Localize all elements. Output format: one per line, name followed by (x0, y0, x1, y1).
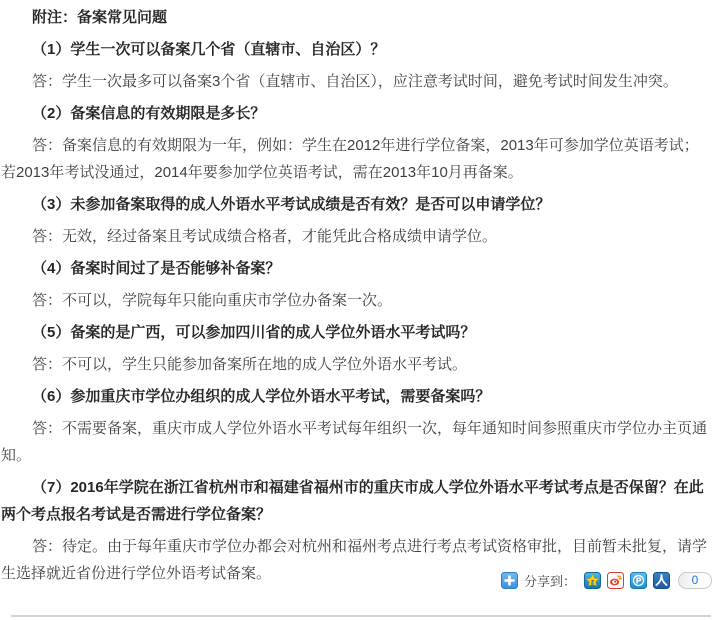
tencent-weibo-icon[interactable] (630, 572, 647, 589)
share-bar (501, 571, 712, 589)
faq-answer-3: 答：无效，经过备案且考试成绩合格者，才能凭此合格成绩申请学位。 (32, 228, 498, 245)
faq-answer-6: 答：不需要备案，重庆市成人学位外语水平考试每年组织一次，每年通知时间参照重庆市学位办主页通知。 (1, 420, 708, 464)
faq-question-5: （5）备案的是广西，可以参加四川省的成人学位外语水平考试吗？ (32, 324, 476, 341)
faq-answer-5: 答：不可以，学生只能参加备案所在地的成人学位外语水平考试。 (32, 356, 468, 373)
faq-question-7: （7）2016年学院在浙江省杭州市和福建省福州市的重庆市成人学位外语水平考试考点是否保留？在此两个考点报名考试是否需进行学位备案？ (1, 479, 704, 523)
faq-question-4: （4）备案时间过了是否能够补备案？ (32, 260, 281, 277)
faq-question-6: （6）参加重庆市学位办组织的成人学位外语水平考试，需要备案吗？ (32, 388, 491, 405)
faq-answer-7: 答：待定。由于每年重庆市学位办都会对杭州和福州考点进行考点考试资格审批，目前暂未批复，请学生选择就近省份进行学位外语考试备案。 (1, 538, 708, 582)
bottom-divider (11, 615, 711, 617)
faq-question-1: （1）学生一次可以备案几个省（直辖市、自治区）？ (32, 41, 386, 58)
faq-question-2: （2）备案信息的有效期限是多长？ (32, 105, 266, 122)
renren-icon[interactable] (653, 572, 670, 589)
share-count-badge[interactable]: 0 (678, 572, 712, 589)
faq-answer-4: 答：不可以，学院每年只能向重庆市学位办备案一次。 (32, 292, 393, 309)
svg-text:P: P (635, 575, 642, 585)
svg-text:z: z (590, 577, 595, 585)
page-title: 附注：备案常见问题 (32, 9, 168, 26)
qzone-icon[interactable] (584, 572, 601, 589)
faq-question-3: （3）未参加备案取得的成人外语水平考试成绩是否有效？是否可以申请学位？ (32, 196, 551, 213)
faq-answer-1: 答：学生一次最多可以备案3个省（直辖市、自治区），应注意考试时间，避免考试时间发生冲突。 (32, 73, 678, 90)
share-plus-icon[interactable] (501, 572, 518, 589)
faq-answer-2: 答：备案信息的有效期限为一年，例如：学生在2012年进行学位备案，2013年可参加学位英语考试；若2013年考试没通过，2014年要参加学位英语考试，需在2013年10月再备案。 (1, 137, 699, 181)
share-label: 分享到： (523, 573, 576, 589)
sina-weibo-icon[interactable] (607, 572, 624, 589)
